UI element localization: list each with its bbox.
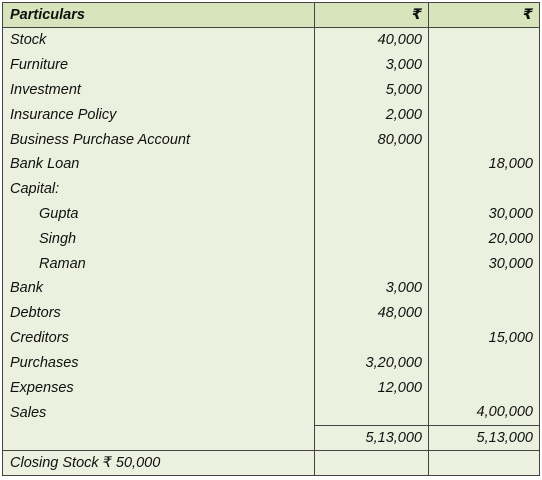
row-label: Insurance Policy <box>3 102 315 127</box>
row-credit <box>429 375 540 400</box>
debit-currency-header: ₹ <box>315 3 429 28</box>
table-row <box>3 127 540 152</box>
row-credit: 15,000 <box>429 326 540 351</box>
table-row <box>3 78 540 103</box>
debit-total: 5,13,000 <box>315 425 429 450</box>
row-credit: 30,000 <box>429 251 540 276</box>
row-label: Bank Loan <box>3 152 315 177</box>
row-label: Creditors <box>3 326 315 351</box>
row-credit <box>429 350 540 375</box>
table-row <box>3 350 540 375</box>
particulars-header: Particulars <box>3 3 315 28</box>
row-debit: 80,000 <box>315 127 429 152</box>
row-debit: 3,000 <box>315 53 429 78</box>
table-row <box>3 301 540 326</box>
row-label: Stock <box>3 28 315 53</box>
table-row <box>3 102 540 127</box>
row-credit: 20,000 <box>429 226 540 251</box>
row-debit <box>315 400 429 425</box>
row-debit <box>315 152 429 177</box>
row-credit: 18,000 <box>429 152 540 177</box>
trial-balance-table <box>2 2 540 476</box>
table-row <box>3 276 540 301</box>
row-credit <box>429 102 540 127</box>
row-label: Expenses <box>3 375 315 400</box>
row-debit <box>315 177 429 202</box>
credit-total: 5,13,000 <box>429 425 540 450</box>
row-credit <box>429 177 540 202</box>
table-row <box>3 326 540 351</box>
row-debit: 3,000 <box>315 276 429 301</box>
table-row <box>3 53 540 78</box>
row-debit <box>315 226 429 251</box>
row-debit <box>315 202 429 227</box>
row-credit: 4,00,000 <box>429 400 540 425</box>
row-credit <box>429 78 540 103</box>
row-label: Gupta <box>3 202 315 227</box>
row-label: Singh <box>3 226 315 251</box>
row-label: Purchases <box>3 350 315 375</box>
row-credit <box>429 28 540 53</box>
closing-stock-row <box>3 450 540 475</box>
row-credit <box>429 53 540 78</box>
row-label: Investment <box>3 78 315 103</box>
row-debit: 2,000 <box>315 102 429 127</box>
row-debit <box>315 326 429 351</box>
table-row <box>3 152 540 177</box>
row-label: Capital: <box>3 177 315 202</box>
row-credit <box>429 276 540 301</box>
closing-credit-cell <box>429 450 540 475</box>
row-label: Bank <box>3 276 315 301</box>
table-row <box>3 202 540 227</box>
row-label: Sales <box>3 400 315 425</box>
row-credit <box>429 301 540 326</box>
row-label: Furniture <box>3 53 315 78</box>
table-row <box>3 28 540 53</box>
table-row <box>3 251 540 276</box>
row-label: Business Purchase Account <box>3 127 315 152</box>
row-label: Debtors <box>3 301 315 326</box>
row-credit <box>429 127 540 152</box>
row-debit <box>315 251 429 276</box>
row-debit: 3,20,000 <box>315 350 429 375</box>
table-row <box>3 400 540 425</box>
table-row <box>3 375 540 400</box>
closing-debit-cell <box>315 450 429 475</box>
table-row <box>3 226 540 251</box>
row-debit: 12,000 <box>315 375 429 400</box>
row-debit: 5,000 <box>315 78 429 103</box>
closing-stock-note: Closing Stock ₹ 50,000 <box>3 450 315 475</box>
row-label: Raman <box>3 251 315 276</box>
row-credit: 30,000 <box>429 202 540 227</box>
table-row <box>3 177 540 202</box>
totals-row <box>3 425 540 450</box>
header-row <box>3 3 540 28</box>
row-debit: 40,000 <box>315 28 429 53</box>
credit-currency-header: ₹ <box>429 3 540 28</box>
totals-label-cell <box>3 425 315 450</box>
row-debit: 48,000 <box>315 301 429 326</box>
